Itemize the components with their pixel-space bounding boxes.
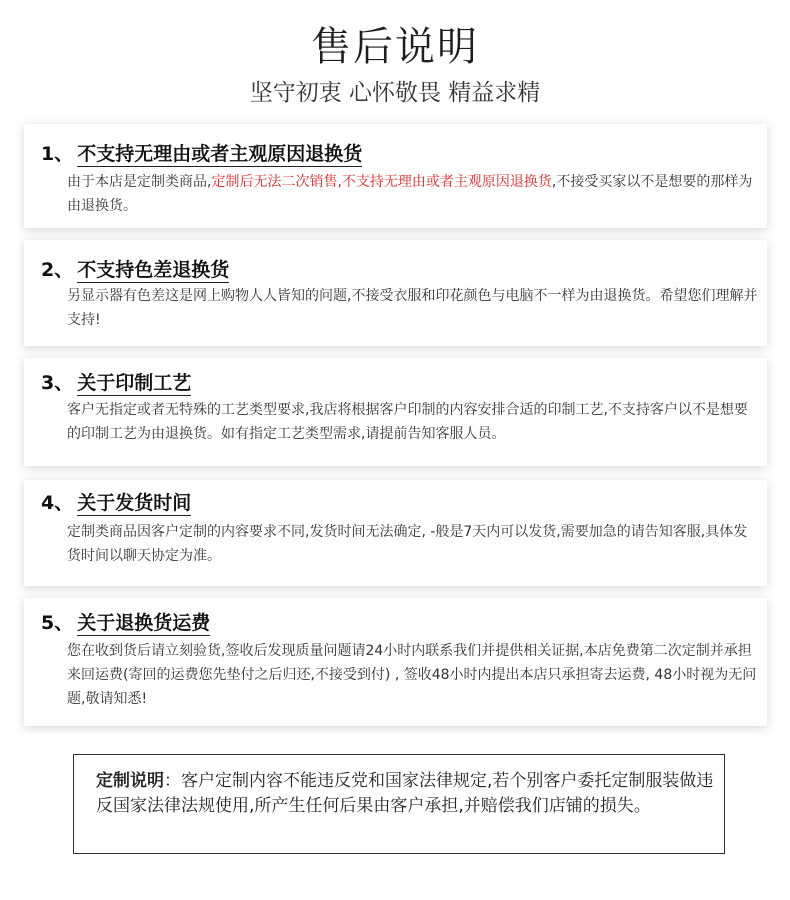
policy-card-2 <box>24 240 767 346</box>
notice-content: ：客户定制内容不能违反党和国家法律规定,若个别客户委托定制服装做违反国家法律法规使用,所产生任何后果由客户承担,并赔偿我们店铺的损失。 <box>96 771 714 816</box>
policy-title <box>41 258 229 282</box>
page-header <box>0 22 790 108</box>
policy-number: 3、 <box>41 372 74 394</box>
policy-heading: 不支持色差退换货 <box>77 259 230 281</box>
policy-title <box>41 611 210 635</box>
policy-title <box>41 491 191 515</box>
policy-body: 另显示器有色差这是网上购物人人皆知的问题,不接受衣服和印花颜色与电脑不一样为由退换货。希望您们理解并支持! <box>67 288 758 328</box>
customization-notice <box>73 754 725 854</box>
policy-number: 4、 <box>41 492 74 514</box>
policy-heading: 关于发货时间 <box>77 492 192 514</box>
policy-number: 5、 <box>41 612 74 634</box>
policy-body: 定制类商品因客户定制的内容要求不同,发货时间无法确定, -般是7天内可以发货,需要加急的请告知客服,具体发货时间以聊天协定为准。 <box>67 524 748 564</box>
policy-text: 由于本店是定制类商品, <box>67 174 212 190</box>
policy-card-3 <box>24 358 767 466</box>
notice-text <box>96 769 714 819</box>
policy-title <box>41 142 362 166</box>
policy-highlight: 定制后无法二次销售,不支持无理由或者主观原因退换货 <box>211 174 552 190</box>
policy-card-1 <box>24 124 767 228</box>
policy-card-5 <box>24 598 767 726</box>
notice-label: 定制说明 <box>96 771 164 791</box>
policy-body: 您在收到货后请立刻验货,签收后发现质量问题请24小时内联系我们并提供相关证据,本店免费第二次定制并承担来回运费(寄回的运费您先垫付之后归还,不接受到付) , 签收48小时内提出本店只承担寄去运费, 48小时视为无问题,敬请知悉! <box>67 643 757 707</box>
policy-title <box>41 371 191 395</box>
policy-body <box>67 170 759 218</box>
policy-number: 2、 <box>41 259 74 281</box>
policy-heading: 不支持无理由或者主观原因退换货 <box>77 143 363 165</box>
policy-card-4 <box>24 480 767 586</box>
policy-number: 1、 <box>41 143 74 165</box>
page-title: 售后说明 <box>311 24 479 70</box>
policy-body: 客户无指定或者无特殊的工艺类型要求,我店将根据客户印制的内容安排合适的印制工艺,不支持客户以不是想要的印制工艺为由退换货。如有指定工艺类型需求,请提前告知客服人员。 <box>67 402 748 442</box>
policy-heading: 关于退换货运费 <box>77 612 211 634</box>
policy-heading: 关于印制工艺 <box>77 372 192 394</box>
page-subtitle: 坚守初衷 心怀敬畏 精益求精 <box>249 80 541 106</box>
policy-text: ,不接受买家以不是想要的那样为由退换货。 <box>67 174 753 214</box>
